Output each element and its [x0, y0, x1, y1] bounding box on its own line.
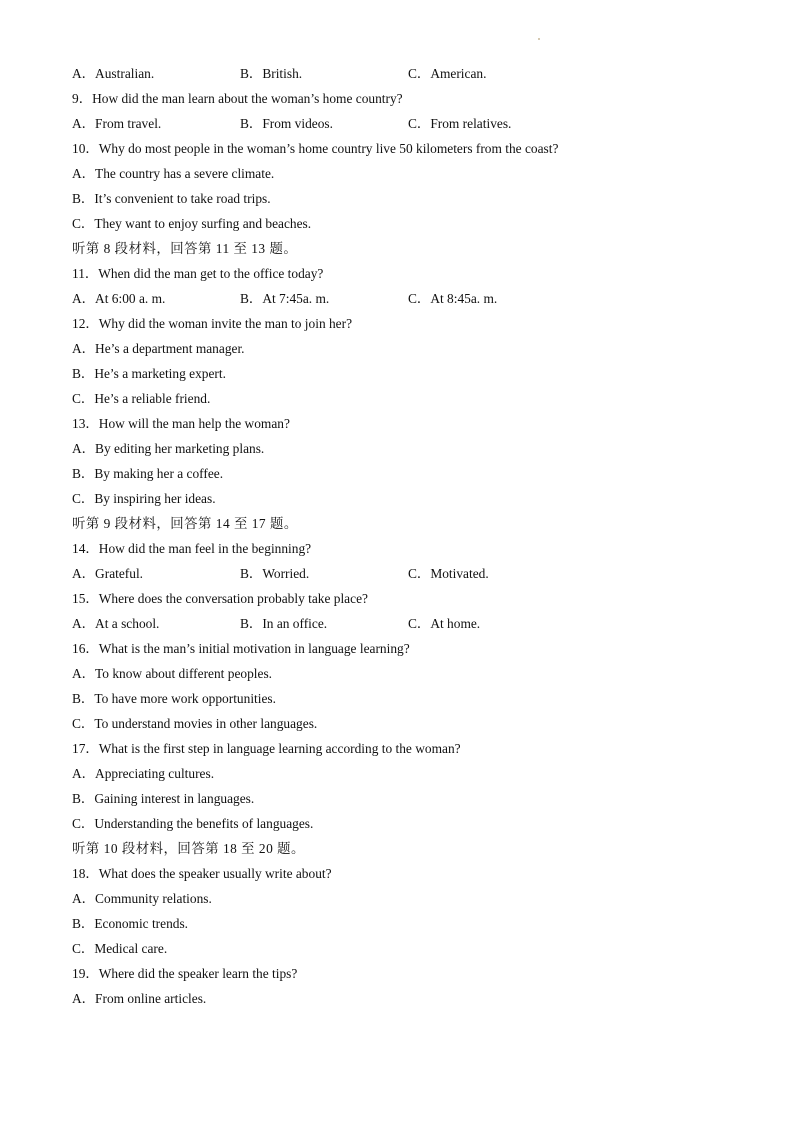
question-text: 15．Where does the conversation probably take place?: [72, 591, 368, 606]
option-b: B．From videos.: [240, 116, 333, 131]
option-text: B．Gaining interest in languages.: [72, 791, 255, 806]
option-b: B．Worried.: [240, 566, 310, 581]
option-a: A．At 6:00 a. m.: [72, 291, 166, 306]
question-list: [72, 61, 752, 1011]
option-row: [72, 111, 752, 136]
page-speck: [538, 38, 540, 40]
question-text: 9．How did the man learn about the woman’s home country?: [72, 91, 403, 106]
question-text: 12．Why did the woman invite the man to join her?: [72, 316, 353, 331]
question-text: 14．How did the man feel in the beginning?: [72, 541, 312, 556]
option-row: [72, 61, 752, 86]
option-text: A．To know about different peoples.: [72, 666, 273, 681]
question-text: 18．What does the speaker usually write about?: [72, 866, 332, 881]
option-text: C．Medical care.: [72, 941, 168, 956]
option-text: C．By inspiring her ideas.: [72, 491, 216, 506]
option-text: A．The country has a severe climate.: [72, 166, 275, 181]
section-instruction: 听第 9 段材料，回答第 14 至 17 题。: [72, 516, 298, 531]
option-a: A．From travel.: [72, 116, 162, 131]
option-text: A．Appreciating cultures.: [72, 766, 215, 781]
option-text: B．To have more work opportunities.: [72, 691, 276, 706]
question-text: 19．Where did the speaker learn the tips?: [72, 966, 298, 981]
option-c: C．Motivated.: [408, 566, 489, 581]
option-text: A．From online articles.: [72, 991, 207, 1006]
option-row: [72, 561, 752, 586]
option-text: A．By editing her marketing plans.: [72, 441, 265, 456]
option-text: B．Economic trends.: [72, 916, 189, 931]
option-a: A．At a school.: [72, 616, 160, 631]
option-row: [72, 611, 752, 636]
option-c: C．From relatives.: [408, 116, 512, 131]
option-text: C．To understand movies in other languages.: [72, 716, 318, 731]
option-b: B．At 7:45a. m.: [240, 291, 330, 306]
section-instruction: 听第 10 段材料，回答第 18 至 20 题。: [72, 841, 305, 856]
option-b: B．British.: [240, 66, 303, 81]
option-c: C．At 8:45a. m.: [408, 291, 498, 306]
question-text: 13．How will the man help the woman?: [72, 416, 290, 431]
option-text: C．They want to enjoy surfing and beaches.: [72, 216, 312, 231]
question-text: 17．What is the first step in language learning according to the woman?: [72, 741, 461, 756]
option-text: B．It’s convenient to take road trips.: [72, 191, 271, 206]
section-instruction: 听第 8 段材料，回答第 11 至 13 题。: [72, 241, 298, 256]
question-text: 16．What is the man’s initial motivation in language learning?: [72, 641, 410, 656]
option-text: B．By making her a coffee.: [72, 466, 224, 481]
option-b: B．In an office.: [240, 616, 328, 631]
option-text: B．He’s a marketing expert.: [72, 366, 226, 381]
option-a: A．Australian.: [72, 66, 155, 81]
option-text: C．Understanding the benefits of languages.: [72, 816, 314, 831]
option-a: A．Grateful.: [72, 566, 144, 581]
question-text: 11．When did the man get to the office today?: [72, 266, 324, 281]
option-text: A．He’s a department manager.: [72, 341, 245, 356]
question-text: 10．Why do most people in the woman’s home country live 50 kilometers from the coast?: [72, 141, 559, 156]
option-text: A．Community relations.: [72, 891, 212, 906]
option-row: [72, 286, 752, 311]
option-c: C．At home.: [408, 616, 481, 631]
option-c: C．American.: [408, 66, 487, 81]
option-text: C．He’s a reliable friend.: [72, 391, 211, 406]
